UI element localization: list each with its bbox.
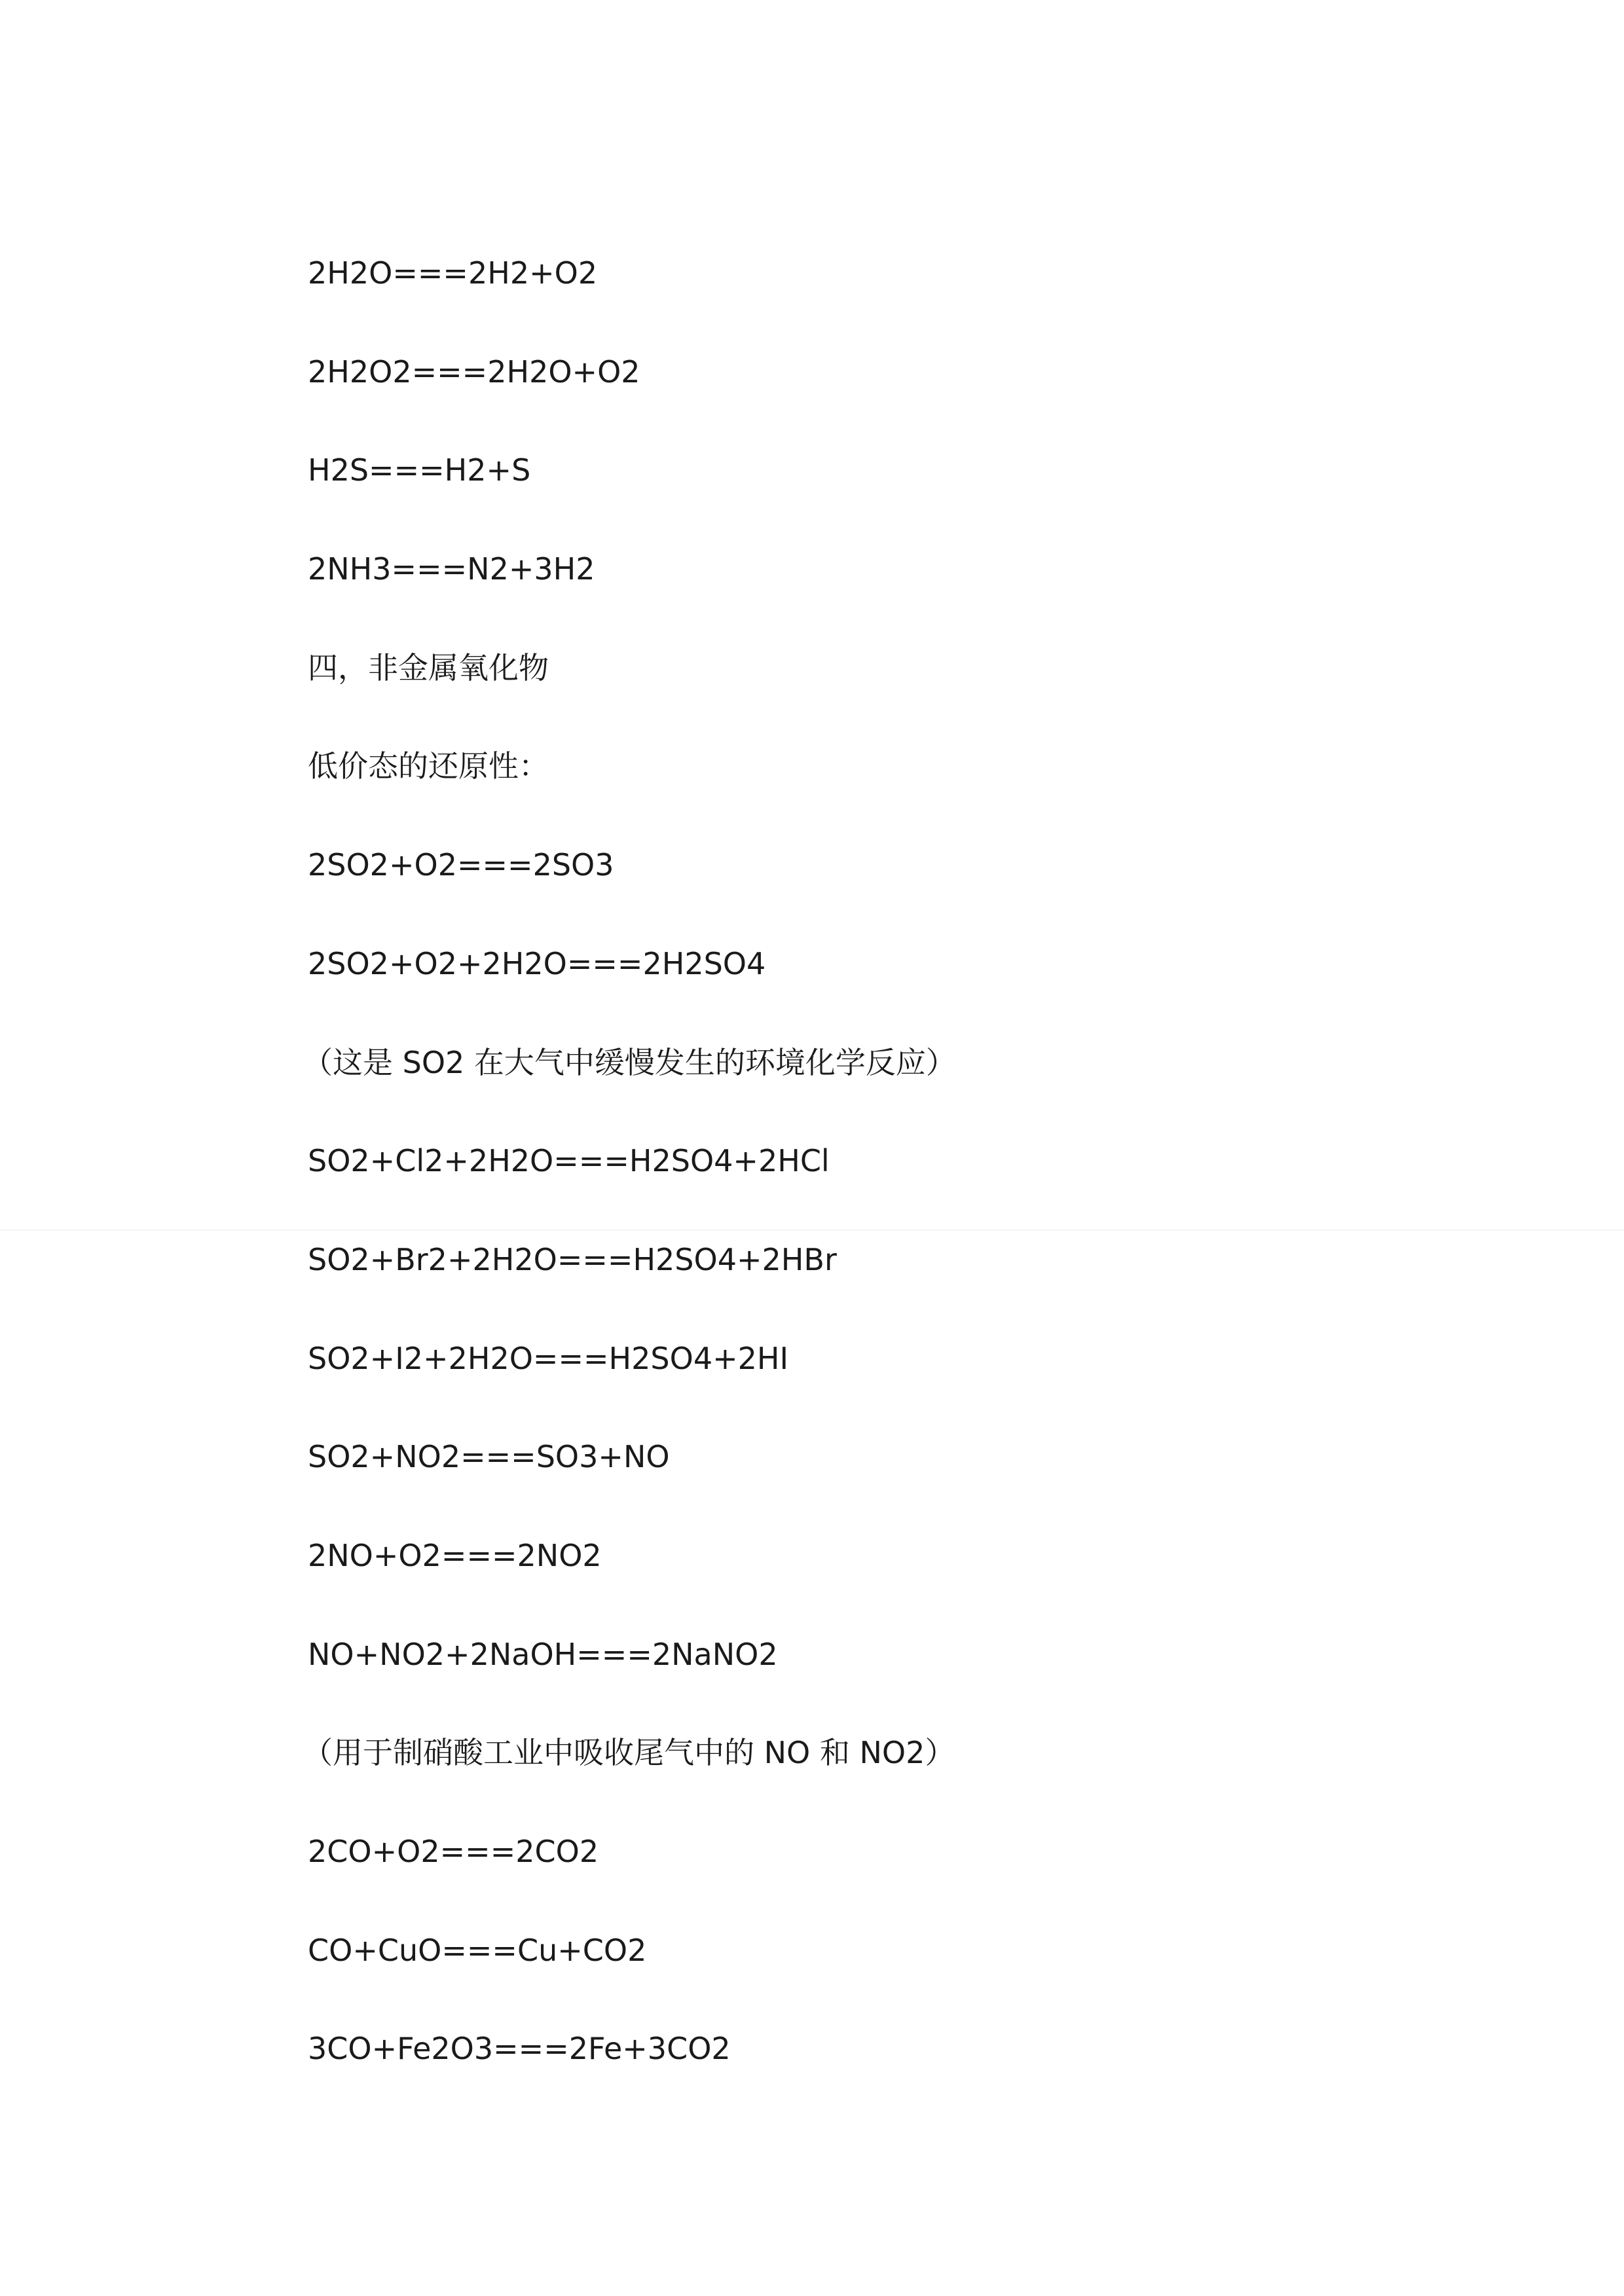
- note-line: （这是 SO2 在大气中缓慢发生的环境化学反应）: [303, 1045, 956, 1080]
- equation-line: 2H2O===2H2+O2: [308, 255, 598, 291]
- section-heading: 四，非金属氧化物: [308, 650, 549, 685]
- equation-line: 2CO+O2===2CO2: [308, 1834, 599, 1869]
- subsection-label: 低价态的还原性：: [308, 748, 549, 784]
- equation-line: NO+NO2+2NaOH===2NaNO2: [308, 1637, 778, 1672]
- equation-line: SO2+NO2===SO3+NO: [308, 1439, 670, 1474]
- equation-line: 3CO+Fe2O3===2Fe+3CO2: [308, 2031, 731, 2066]
- equation-line: SO2+Cl2+2H2O===H2SO4+2HCl: [308, 1143, 830, 1178]
- equation-line: 2SO2+O2===2SO3: [308, 847, 614, 883]
- equation-line: 2NH3===N2+3H2: [308, 551, 595, 587]
- equation-line: CO+CuO===Cu+CO2: [308, 1933, 647, 1968]
- equation-line: 2NO+O2===2NO2: [308, 1538, 602, 1573]
- equation-line: H2S===H2+S: [308, 452, 531, 488]
- equation-line: 2H2O2===2H2O+O2: [308, 354, 640, 390]
- equation-line: SO2+I2+2H2O===H2SO4+2HI: [308, 1341, 789, 1376]
- page-divider: [0, 1230, 1624, 1231]
- equation-line: SO2+Br2+2H2O===H2SO4+2HBr: [308, 1242, 837, 1277]
- note-line: （用于制硝酸工业中吸收尾气中的 NO 和 NO2）: [303, 1735, 955, 1770]
- equation-line: 2SO2+O2+2H2O===2H2SO4: [308, 946, 766, 981]
